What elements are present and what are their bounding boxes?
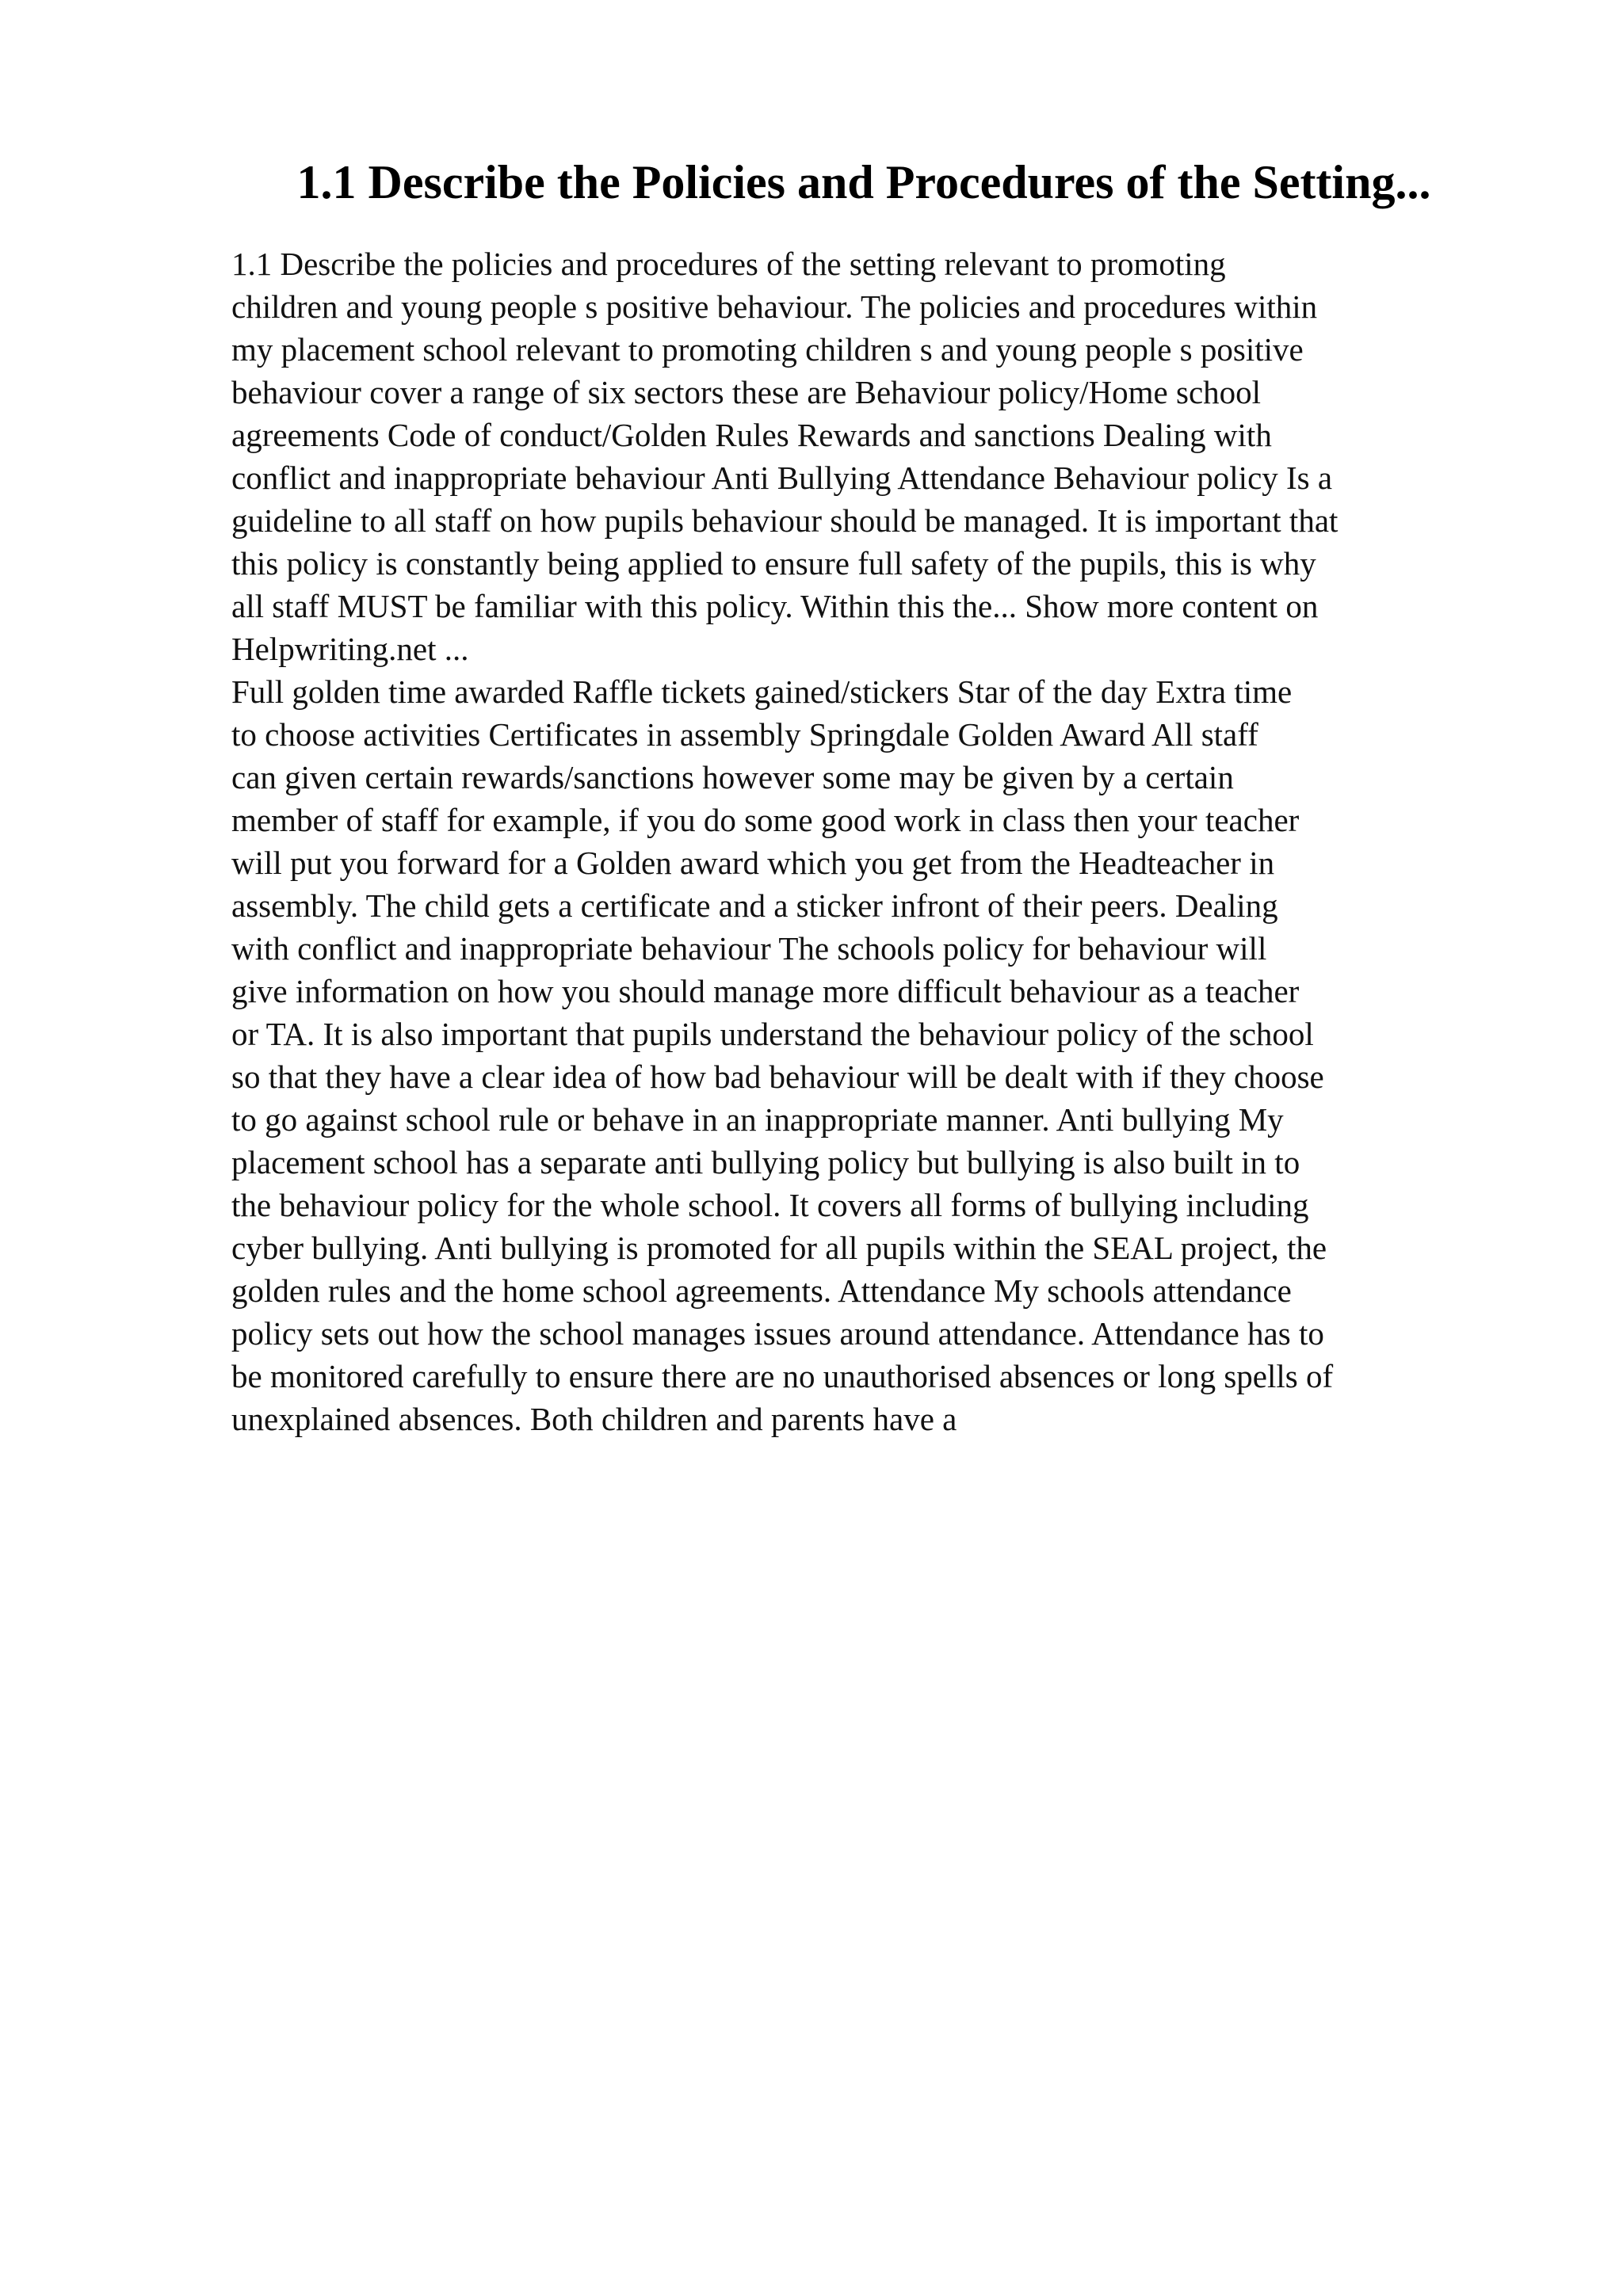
text-line: Helpwriting.net ... bbox=[231, 631, 469, 667]
text-line: can given certain rewards/sanctions however some may be given by a certain bbox=[231, 759, 1234, 795]
text-line: policy sets out how the school manages issues around attendance. Attendance has to bbox=[231, 1315, 1324, 1352]
text-line: cyber bullying. Anti bullying is promoted for all pupils within the SEAL project, the bbox=[231, 1230, 1327, 1266]
text-line: this policy is constantly being applied to ensure full safety of the pupils, this is why bbox=[231, 545, 1316, 582]
text-line: member of staff for example, if you do some good work in class then your teacher bbox=[231, 802, 1300, 838]
text-line: children and young people s positive behaviour. The policies and procedures within bbox=[231, 288, 1318, 325]
text-line: give information on how you should manage more difficult behaviour as a teacher bbox=[231, 973, 1300, 1009]
text-line: be monitored carefully to ensure there are no unauthorised absences or long spells of bbox=[231, 1358, 1334, 1394]
text-line: Full golden time awarded Raffle tickets gained/stickers Star of the day Extra time bbox=[231, 673, 1293, 710]
text-line: unexplained absences. Both children and parents have a bbox=[231, 1401, 957, 1437]
text-line: or TA. It is also important that pupils understand the behaviour policy of the school bbox=[231, 1016, 1314, 1052]
text-line: assembly. The child gets a certificate and a sticker infront of their peers. Dealing bbox=[231, 887, 1278, 924]
text-line: with conflict and inappropriate behaviour The schools policy for behaviour will bbox=[231, 930, 1267, 967]
body-text bbox=[231, 242, 1499, 1440]
text-line: golden rules and the home school agreements. Attendance My schools attendance bbox=[231, 1272, 1292, 1309]
text-line: so that they have a clear idea of how bad behaviour will be dealt with if they choose bbox=[231, 1058, 1324, 1095]
text-line: will put you forward for a Golden award which you get from the Headteacher in bbox=[231, 845, 1275, 881]
text-line: conflict and inappropriate behaviour Anti Bullying Attendance Behaviour policy Is a bbox=[231, 460, 1333, 496]
text-line: guideline to all staff on how pupils behaviour should be managed. It is important that bbox=[231, 502, 1338, 539]
text-line: behaviour cover a range of six sectors these are Behaviour policy/Home school bbox=[231, 374, 1262, 410]
text-line: to go against school rule or behave in an inappropriate manner. Anti bullying My bbox=[231, 1101, 1284, 1138]
page-title: 1.1 Describe the Policies and Procedures of the Setting... bbox=[296, 156, 1431, 208]
text-line: my placement school relevant to promoting children s and young people s positive bbox=[231, 331, 1304, 368]
text-line: agreements Code of conduct/Golden Rules Rewards and sanctions Dealing with bbox=[231, 417, 1272, 453]
text-line: 1.1 Describe the policies and procedures of the setting relevant to promoting bbox=[231, 246, 1226, 282]
text-line: all staff MUST be familiar with this policy. Within this the... Show more content on bbox=[231, 588, 1319, 624]
text-line: placement school has a separate anti bullying policy but bullying is also built in to bbox=[231, 1144, 1300, 1180]
text-line: the behaviour policy for the whole school. It covers all forms of bullying including bbox=[231, 1187, 1309, 1223]
text-line: to choose activities Certificates in assembly Springdale Golden Award All staff bbox=[231, 716, 1258, 753]
